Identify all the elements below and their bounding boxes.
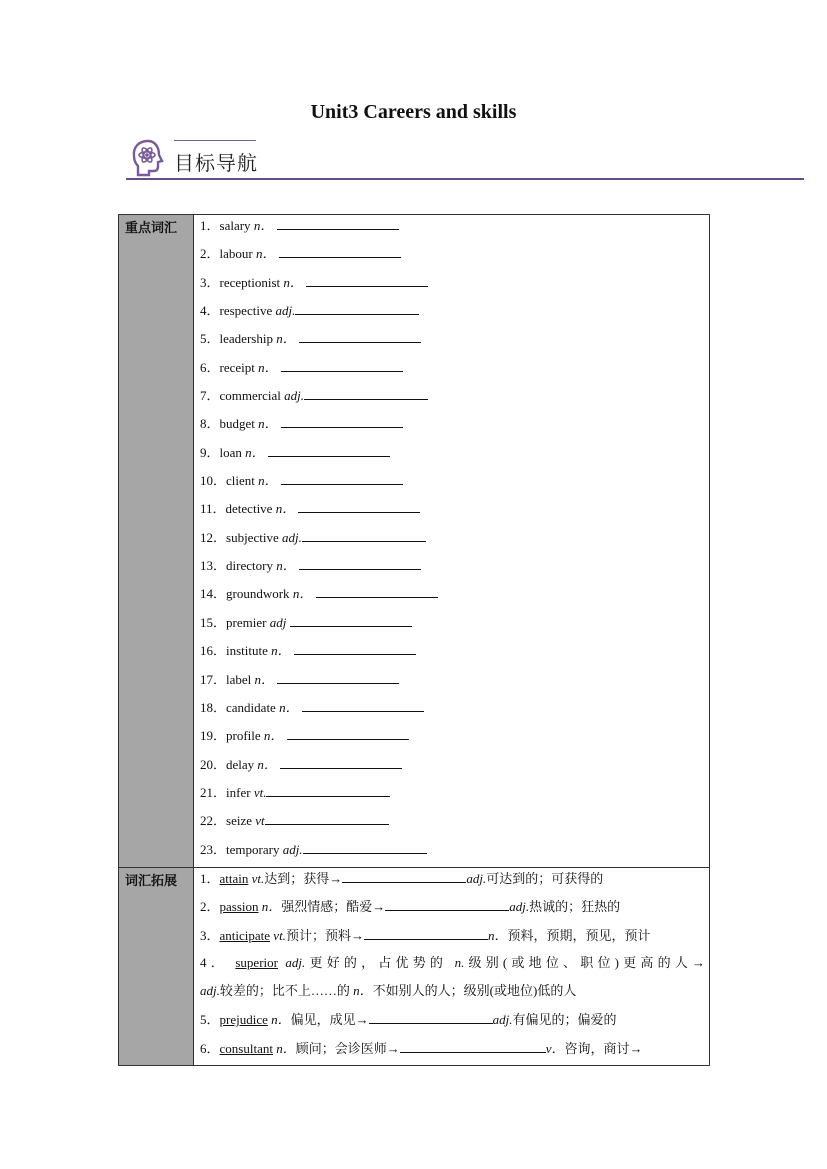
answer-blank[interactable] — [295, 300, 419, 315]
list-item: 12．subjective adj. — [200, 527, 705, 555]
answer-blank[interactable] — [302, 697, 424, 712]
answer-blank[interactable] — [369, 1009, 493, 1024]
list-item: 1．attain vt.达到；获得→ adj.可达到的；可获得的 — [200, 868, 705, 896]
list-item: 4．respective adj. — [200, 300, 705, 328]
list-item: 17．label n． — [200, 669, 705, 697]
answer-blank[interactable] — [268, 442, 390, 457]
list-item: 3．anticipate vt.预计；预料→ n．预料，预期，预见，预计 — [200, 925, 705, 953]
answer-blank[interactable] — [281, 470, 403, 485]
answer-blank[interactable] — [342, 868, 466, 883]
list-item: 2．passion n．强烈情感；酷爱→ adj.热诚的；狂热的 — [200, 896, 705, 924]
answer-blank[interactable] — [304, 385, 428, 400]
vocab-list — [200, 215, 705, 867]
answer-blank[interactable] — [298, 498, 420, 513]
vocabulary-table — [118, 214, 710, 1066]
list-item: 6．consultant n．顾问；会诊医师→ v．咨询，商讨→ — [200, 1038, 705, 1066]
answer-blank[interactable] — [277, 215, 399, 230]
vocab-header: 重点词汇 — [125, 221, 178, 236]
answer-blank[interactable] — [266, 782, 390, 797]
list-item: 7．commercial adj. — [200, 385, 705, 413]
expand-header-cell — [119, 868, 194, 1065]
answer-blank[interactable] — [299, 555, 421, 570]
list-item: 16．institute n． — [200, 640, 705, 668]
list-item: 23．temporary adj. — [200, 839, 705, 867]
answer-blank[interactable] — [303, 839, 427, 854]
answer-blank[interactable] — [316, 583, 438, 598]
list-item: 10．client n． — [200, 470, 705, 498]
section-label: 目标导航 — [174, 151, 258, 175]
list-item: 13．directory n． — [200, 555, 705, 583]
answer-blank[interactable] — [299, 328, 421, 343]
list-item: 21．infer vt. — [200, 782, 705, 810]
nav-top-line — [174, 140, 256, 141]
answer-blank[interactable] — [306, 272, 428, 287]
answer-blank[interactable] — [294, 640, 416, 655]
list-item: 20．delay n． — [200, 754, 705, 782]
answer-blank[interactable] — [265, 810, 389, 825]
section-divider — [126, 178, 804, 180]
page-title: Unit3 Careers and skills — [310, 101, 517, 123]
vocab-header-cell — [119, 215, 194, 868]
list-item: 11．detective n． — [200, 498, 705, 526]
expand-header: 词汇拓展 — [125, 874, 178, 889]
list-item: 19．profile n． — [200, 725, 705, 753]
answer-blank[interactable] — [290, 612, 412, 627]
answer-blank[interactable] — [281, 413, 403, 428]
list-item: 3．receptionist n． — [200, 272, 705, 300]
list-item: 15．premier adj — [200, 612, 705, 640]
expand-list — [200, 868, 705, 1066]
answer-blank[interactable] — [302, 527, 426, 542]
list-item: 9．loan n． — [200, 442, 705, 470]
answer-blank[interactable] — [281, 357, 403, 372]
list-item: 18．candidate n． — [200, 697, 705, 725]
list-item: 14．groundwork n． — [200, 583, 705, 611]
list-item: 2．labour n． — [200, 243, 705, 271]
list-item: 22．seize vt — [200, 810, 705, 838]
list-item: 5．leadership n． — [200, 328, 705, 356]
list-item: 4． superior adj.更好的，占优势的 n.级别(或地位、职位)更高的人→ — [200, 954, 705, 970]
list-item: 6．receipt n． — [200, 357, 705, 385]
answer-blank[interactable] — [385, 896, 509, 911]
answer-blank[interactable] — [364, 925, 488, 940]
list-item: 1．salary n． — [200, 215, 705, 243]
answer-blank[interactable] — [277, 669, 399, 684]
list-item: 5．prejudice n．偏见，成见→ adj.有偏见的；偏爱的 — [200, 1009, 705, 1037]
answer-blank[interactable] — [279, 243, 401, 258]
head-atom-icon — [130, 138, 166, 178]
list-item-continuation: adj.较差的；比不上……的 n．不如别人的人；级别(或地位)低的人 — [200, 983, 577, 999]
list-item: 8．budget n． — [200, 413, 705, 441]
answer-blank[interactable] — [280, 754, 402, 769]
section-nav-banner — [126, 136, 804, 182]
answer-blank[interactable] — [287, 725, 409, 740]
answer-blank[interactable] — [400, 1038, 546, 1053]
